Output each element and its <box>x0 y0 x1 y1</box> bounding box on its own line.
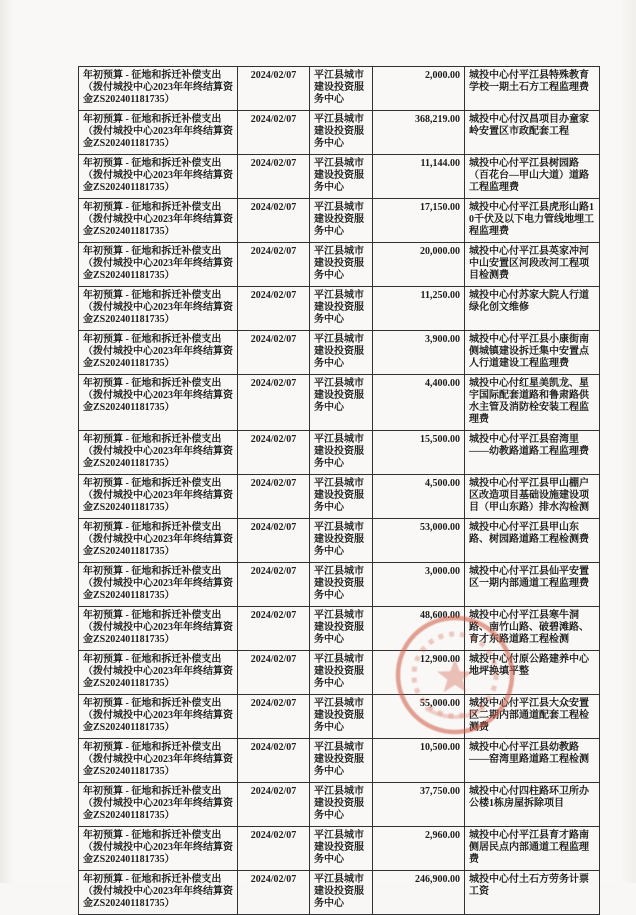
cell-date: 2024/02/07 <box>238 695 310 739</box>
cell-payee: 平江县城市建设投资服务中心 <box>310 199 373 243</box>
cell-payee: 平江县城市建设投资服务中心 <box>310 563 373 607</box>
cell-amount: 11,250.00 <box>373 287 465 331</box>
cell-budget-item: 年初预算 - 征地和拆迁补偿支出（拨付城投中心2023年年终结算资金ZS202401181735） <box>79 431 238 475</box>
cell-budget-item: 年初预算 - 征地和拆迁补偿支出（拨付城投中心2023年年终结算资金ZS202401181735） <box>79 827 238 871</box>
cell-date: 2024/02/07 <box>238 783 310 827</box>
cell-description: 城投中心付四柱路环卫所办公楼1栋房屋拆除项目 <box>465 783 600 827</box>
cell-payee: 平江县城市建设投资服务中心 <box>310 475 373 519</box>
cell-amount: 3,000.00 <box>373 563 465 607</box>
table-row <box>79 331 600 375</box>
cell-description: 城投中心付平江县虎形山路10千伏及以下电力管线地埋工程监理费 <box>465 199 600 243</box>
table-row <box>79 827 600 871</box>
table-row <box>79 111 600 155</box>
cell-description: 城投中心付平江县特殊教育学校一期土石方工程监理费 <box>465 67 600 111</box>
cell-budget-item: 年初预算 - 征地和拆迁补偿支出（拨付城投中心2023年年终结算资金ZS202401181735） <box>79 375 238 431</box>
cell-amount: 48,600.00 <box>373 607 465 651</box>
cell-payee: 平江县城市建设投资服务中心 <box>310 375 373 431</box>
cell-date: 2024/02/07 <box>238 607 310 651</box>
cell-description: 城投中心付平江县甲山东路、树园路道路工程检测费 <box>465 519 600 563</box>
cell-amount: 15,500.00 <box>373 431 465 475</box>
cell-date: 2024/02/07 <box>238 651 310 695</box>
cell-payee: 平江县城市建设投资服务中心 <box>310 287 373 331</box>
table-row <box>79 519 600 563</box>
cell-budget-item: 年初预算 - 征地和拆迁补偿支出（拨付城投中心2023年年终结算资金ZS202401181735） <box>79 563 238 607</box>
cell-date: 2024/02/07 <box>238 739 310 783</box>
table-row <box>79 475 600 519</box>
cell-budget-item: 年初预算 - 征地和拆迁补偿支出（拨付城投中心2023年年终结算资金ZS202401181735） <box>79 111 238 155</box>
cell-date: 2024/02/07 <box>238 155 310 199</box>
cell-amount: 246,900.00 <box>373 871 465 915</box>
table-row <box>79 607 600 651</box>
cell-description: 城投中心付平江县甲山棚户区改造项目基础设施建设项目（甲山东路）排水沟检测 <box>465 475 600 519</box>
table-row <box>79 243 600 287</box>
cell-date: 2024/02/07 <box>238 519 310 563</box>
cell-payee: 平江县城市建设投资服务中心 <box>310 519 373 563</box>
cell-date: 2024/02/07 <box>238 375 310 431</box>
cell-payee: 平江县城市建设投资服务中心 <box>310 155 373 199</box>
table-row <box>79 651 600 695</box>
table-row <box>79 199 600 243</box>
cell-amount: 17,150.00 <box>373 199 465 243</box>
cell-amount: 11,144.00 <box>373 155 465 199</box>
cell-amount: 4,400.00 <box>373 375 465 431</box>
cell-amount: 3,900.00 <box>373 331 465 375</box>
cell-date: 2024/02/07 <box>238 331 310 375</box>
cell-payee: 平江县城市建设投资服务中心 <box>310 695 373 739</box>
cell-payee: 平江县城市建设投资服务中心 <box>310 111 373 155</box>
cell-payee: 平江县城市建设投资服务中心 <box>310 431 373 475</box>
cell-budget-item: 年初预算 - 征地和拆迁补偿支出（拨付城投中心2023年年终结算资金ZS202401181735） <box>79 695 238 739</box>
payment-ledger-table <box>78 66 600 915</box>
cell-budget-item: 年初预算 - 征地和拆迁补偿支出（拨付城投中心2023年年终结算资金ZS202401181735） <box>79 607 238 651</box>
cell-amount: 2,000.00 <box>373 67 465 111</box>
cell-budget-item: 年初预算 - 征地和拆迁补偿支出（拨付城投中心2023年年终结算资金ZS202401181735） <box>79 287 238 331</box>
cell-amount: 368,219.00 <box>373 111 465 155</box>
cell-amount: 55,000.00 <box>373 695 465 739</box>
cell-payee: 平江县城市建设投资服务中心 <box>310 827 373 871</box>
cell-description: 城投中心付平江县树园路（百花台—甲山大道）道路工程监理费 <box>465 155 600 199</box>
cell-description: 城投中心付平江县大众安置区二期内部通道配套工程检测费 <box>465 695 600 739</box>
cell-payee: 平江县城市建设投资服务中心 <box>310 651 373 695</box>
cell-date: 2024/02/07 <box>238 431 310 475</box>
cell-date: 2024/02/07 <box>238 199 310 243</box>
cell-description: 城投中心付苏家大院人行道绿化创文维修 <box>465 287 600 331</box>
table-row <box>79 287 600 331</box>
table-row <box>79 431 600 475</box>
cell-amount: 53,000.00 <box>373 519 465 563</box>
cell-amount: 12,900.00 <box>373 651 465 695</box>
cell-description: 城投中心付平江县育才路南侧居民点内部通道工程监理费 <box>465 827 600 871</box>
cell-date: 2024/02/07 <box>238 563 310 607</box>
cell-payee: 平江县城市建设投资服务中心 <box>310 607 373 651</box>
cell-budget-item: 年初预算 - 征地和拆迁补偿支出（拨付城投中心2023年年终结算资金ZS202401181735） <box>79 651 238 695</box>
table-row <box>79 375 600 431</box>
cell-date: 2024/02/07 <box>238 827 310 871</box>
table-row <box>79 563 600 607</box>
cell-budget-item: 年初预算 - 征地和拆迁补偿支出（拨付城投中心2023年年终结算资金ZS202401181735） <box>79 199 238 243</box>
cell-budget-item: 年初预算 - 征地和拆迁补偿支出（拨付城投中心2023年年终结算资金ZS202401181735） <box>79 871 238 915</box>
cell-payee: 平江县城市建设投资服务中心 <box>310 67 373 111</box>
cell-budget-item: 年初预算 - 征地和拆迁补偿支出（拨付城投中心2023年年终结算资金ZS202401181735） <box>79 519 238 563</box>
cell-description: 城投中心付平江县仙平安置区一期内部通道工程监理费 <box>465 563 600 607</box>
cell-amount: 10,500.00 <box>373 739 465 783</box>
cell-description: 城投中心付红星美凯龙、星宇国际配套道路和鲁肃路供水主管及消防栓安装工程监理费 <box>465 375 600 431</box>
cell-amount: 20,000.00 <box>373 243 465 287</box>
cell-payee: 平江县城市建设投资服务中心 <box>310 331 373 375</box>
cell-budget-item: 年初预算 - 征地和拆迁补偿支出（拨付城投中心2023年年终结算资金ZS202401181735） <box>79 783 238 827</box>
table-row <box>79 783 600 827</box>
table-body <box>79 67 600 915</box>
table-row <box>79 695 600 739</box>
cell-budget-item: 年初预算 - 征地和拆迁补偿支出（拨付城投中心2023年年终结算资金ZS202401181735） <box>79 331 238 375</box>
cell-budget-item: 年初预算 - 征地和拆迁补偿支出（拨付城投中心2023年年终结算资金ZS202401181735） <box>79 67 238 111</box>
cell-amount: 2,960.00 <box>373 827 465 871</box>
table-row <box>79 739 600 783</box>
cell-description: 城投中心付原公路建养中心地坪换填平整 <box>465 651 600 695</box>
cell-date: 2024/02/07 <box>238 475 310 519</box>
cell-description: 城投中心付平江县小康街南侧城镇建设拆迁集中安置点人行道建设工程监理费 <box>465 331 600 375</box>
cell-date: 2024/02/07 <box>238 67 310 111</box>
table-row <box>79 871 600 915</box>
cell-payee: 平江县城市建设投资服务中心 <box>310 871 373 915</box>
cell-date: 2024/02/07 <box>238 111 310 155</box>
cell-description: 城投中心付汉昌项目办童家岭安置区市政配套工程 <box>465 111 600 155</box>
cell-payee: 平江县城市建设投资服务中心 <box>310 783 373 827</box>
cell-amount: 37,750.00 <box>373 783 465 827</box>
table-row <box>79 155 600 199</box>
cell-budget-item: 年初预算 - 征地和拆迁补偿支出（拨付城投中心2023年年终结算资金ZS202401181735） <box>79 475 238 519</box>
cell-amount: 4,500.00 <box>373 475 465 519</box>
cell-budget-item: 年初预算 - 征地和拆迁补偿支出（拨付城投中心2023年年终结算资金ZS202401181735） <box>79 739 238 783</box>
table-row <box>79 67 600 111</box>
cell-description: 城投中心付平江县幼教路——窑湾里路道路工程检测 <box>465 739 600 783</box>
cell-date: 2024/02/07 <box>238 243 310 287</box>
cell-payee: 平江县城市建设投资服务中心 <box>310 739 373 783</box>
cell-description: 城投中心付平江县英家冲河中山安置区河段改河工程项目检测费 <box>465 243 600 287</box>
cell-payee: 平江县城市建设投资服务中心 <box>310 243 373 287</box>
cell-date: 2024/02/07 <box>238 871 310 915</box>
cell-budget-item: 年初预算 - 征地和拆迁补偿支出（拨付城投中心2023年年终结算资金ZS202401181735） <box>79 243 238 287</box>
cell-description: 城投中心付平江县窑湾里——幼教路道路工程监理费 <box>465 431 600 475</box>
cell-budget-item: 年初预算 - 征地和拆迁补偿支出（拨付城投中心2023年年终结算资金ZS202401181735） <box>79 155 238 199</box>
cell-description: 城投中心付平江县寒牛洞路、南竹山路、破碧滩路、育才东路道路工程检测 <box>465 607 600 651</box>
cell-date: 2024/02/07 <box>238 287 310 331</box>
cell-description: 城投中心付土石方劳务计票工资 <box>465 871 600 915</box>
